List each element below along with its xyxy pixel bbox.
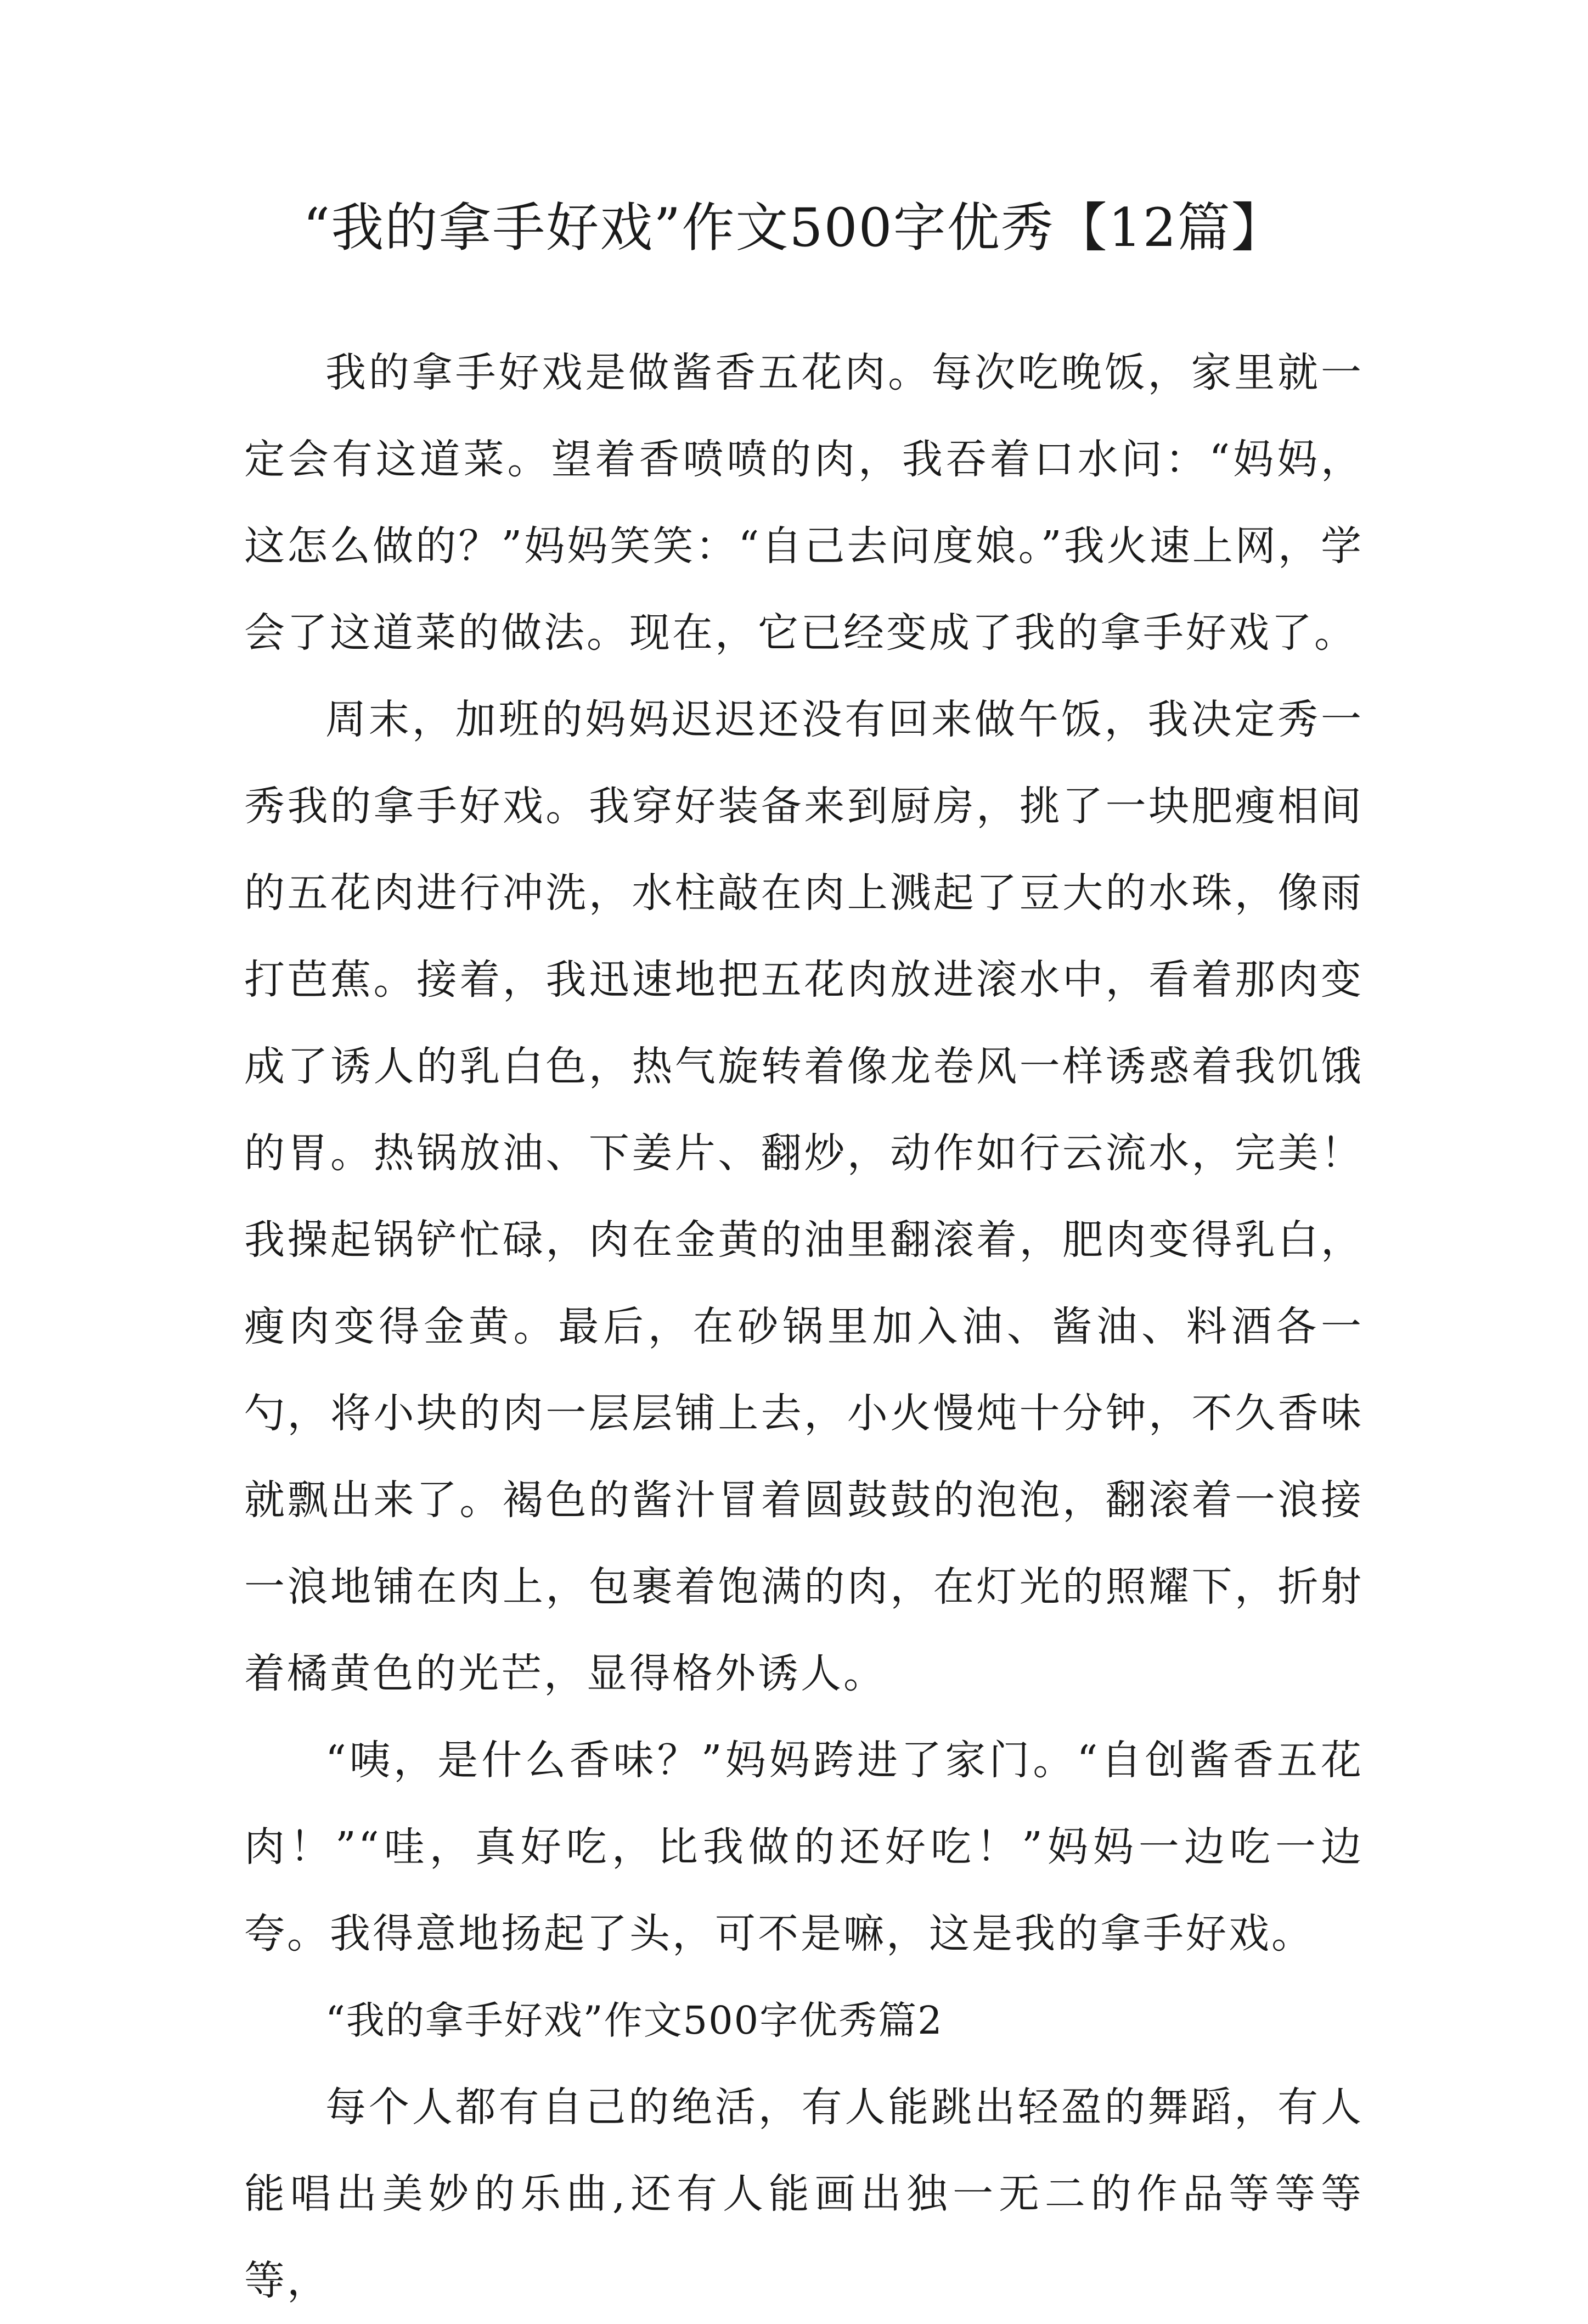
paragraph-4: 每个人都有自己的绝活，有人能跳出轻盈的舞蹈，有人能唱出美妙的乐曲,还有人能画出独一无二的作品等等等等， — [244, 2084, 1364, 2304]
section-heading: “我的拿手好戏”作文500字优秀篇2 — [325, 1998, 943, 2043]
document-body — [244, 329, 1364, 2324]
document-title: “我的拿手好戏”作文500字优秀【12篇】 — [303, 197, 1285, 259]
paragraph-1: 我的拿手好戏是做酱香五花肉。每次吃晚饭，家里就一定会有这道菜。望着香喷喷的肉，我吞着口水问：“妈妈，这怎么做的？”妈妈笑笑：“自己去问度娘。”我火速上网，学会了这道菜的做法。现在，它已经变成了我的拿手好戏了。 — [244, 349, 1364, 656]
paragraph-2: 周末，加班的妈妈迟迟还没有回来做午饭，我决定秀一秀我的拿手好戏。我穿好装备来到厨房，挑了一块肥瘦相间的五花肉进行冲洗，水柱敲在肉上溅起了豆大的水珠，像雨打芭蕉。接着，我迅速地把五花肉放进滚水中，看着那肉变成了诱人的乳白色，热气旋转着像龙卷风一样诱惑着我饥饿的胃。热锅放油、下姜片、翻炒，动作如行云流水，完美！我操起锅铲忙碌，肉在金黄的油里翻滚着，肥肉变得乳白，瘦肉变得金黄。最后，在砂锅里加入油、酱油、料酒各一勺，将小块的肉一层层铺上去，小火慢炖十分钟，不久香味就飘出来了。褐色的酱汁冒着圆鼓鼓的泡泡，翻滚着一浪接一浪地铺在肉上，包裹着饱满的肉，在灯光的照耀下，折射着橘黄色的光芒，显得格外诱人。 — [244, 696, 1364, 1697]
paragraph-3: “咦，是什么香味？”妈妈跨进了家门。“自创酱香五花肉！”“哇，真好吃，比我做的还好吃！”妈妈一边吃一边夸。我得意地扬起了头，可不是嘛，这是我的拿手好戏。 — [244, 1737, 1364, 1957]
